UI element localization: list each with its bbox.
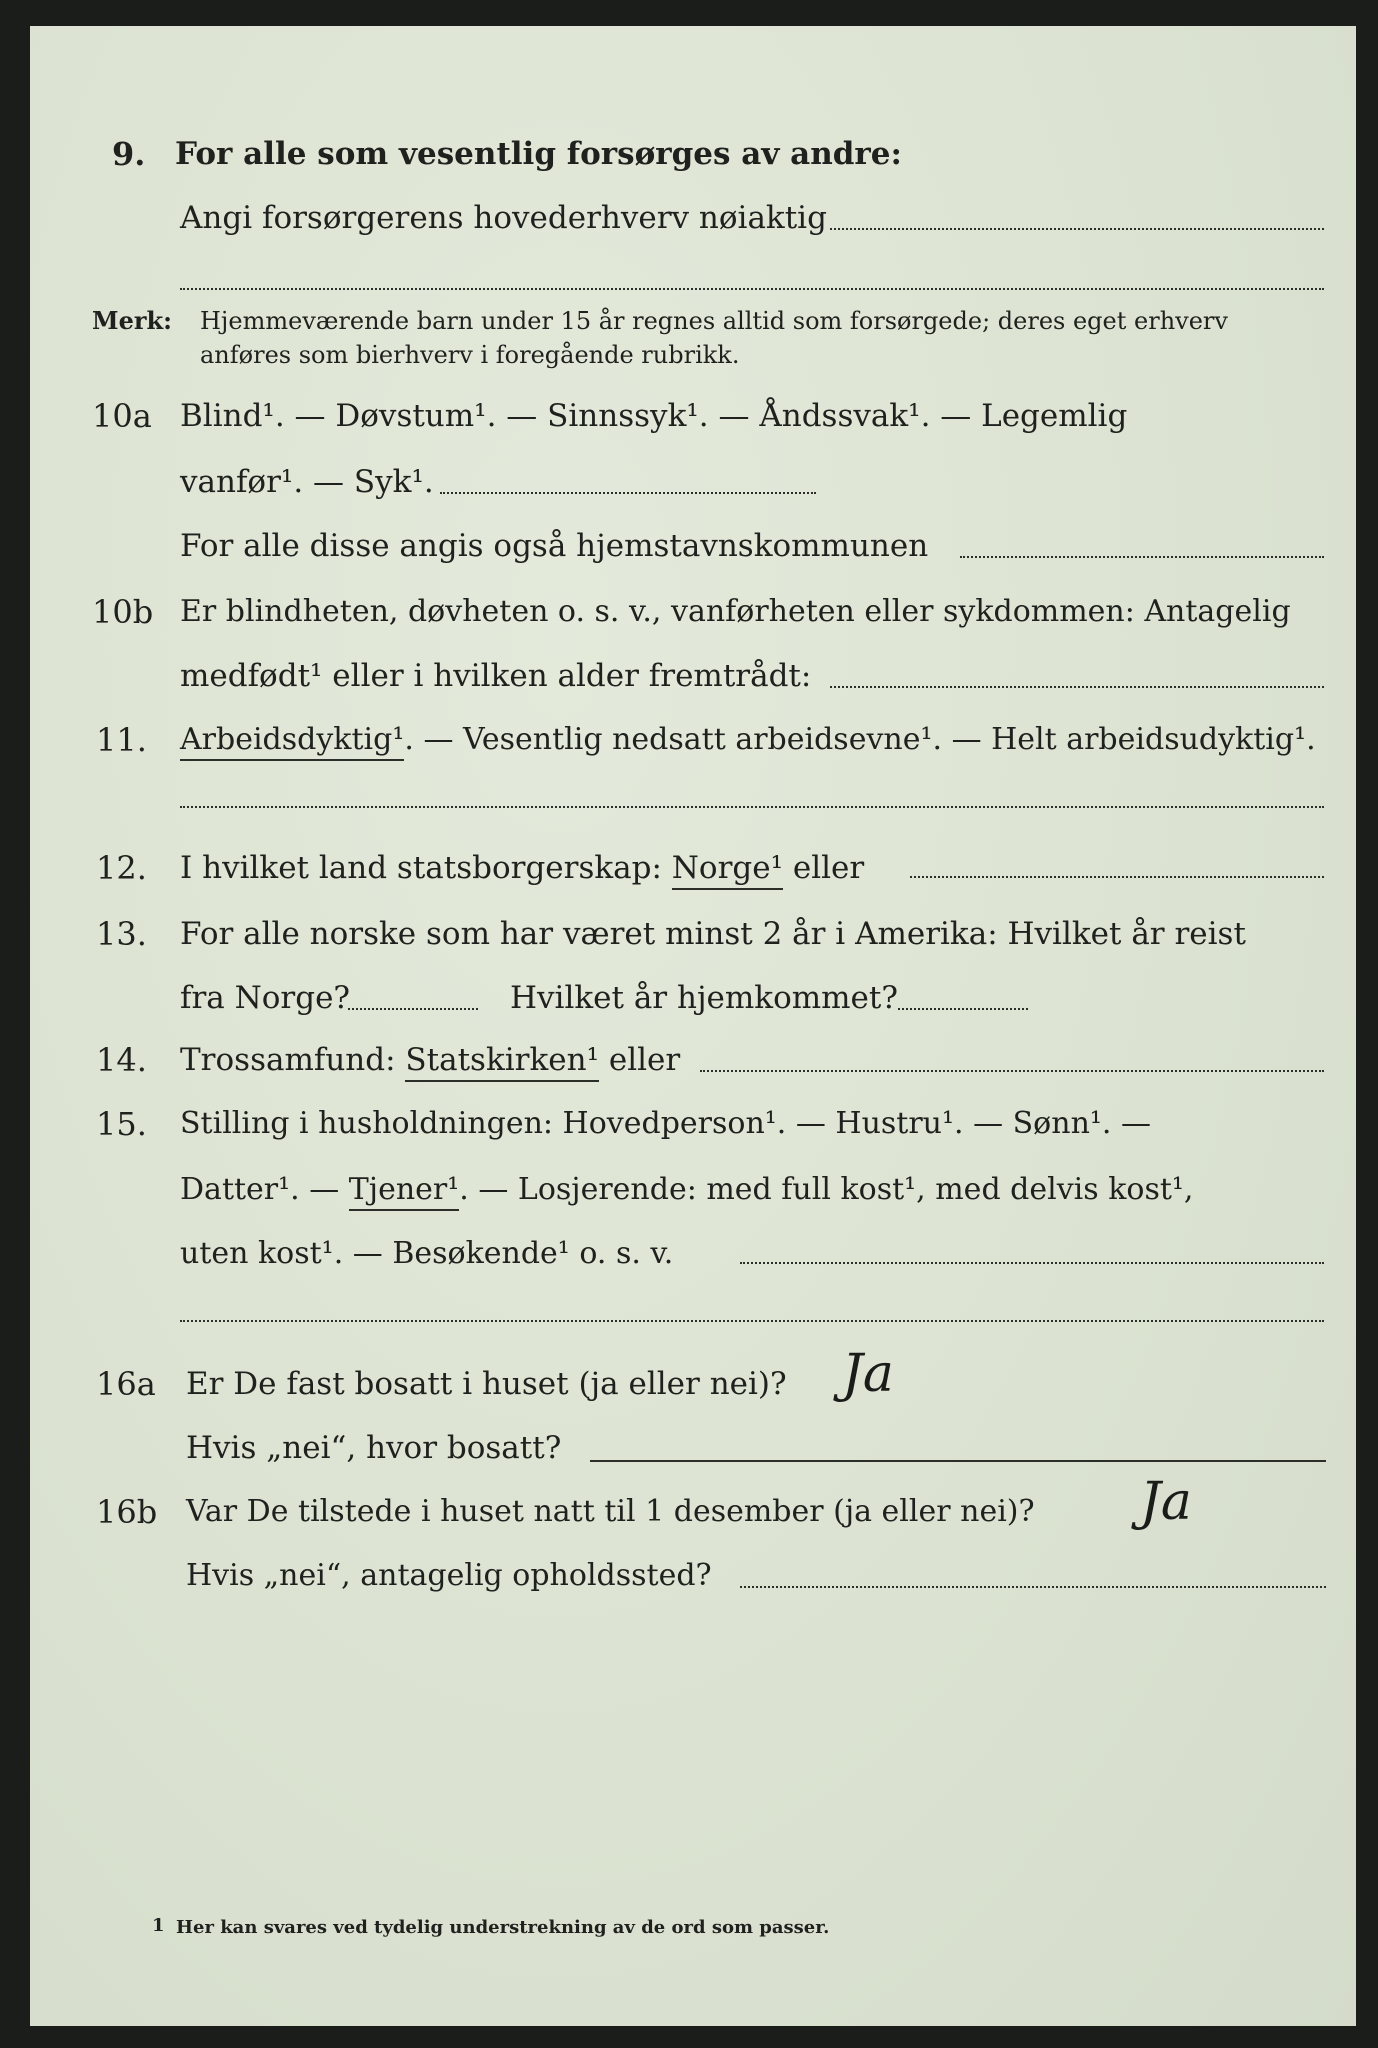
q15-answer-line <box>740 1262 1324 1264</box>
q15-line2 <box>180 1170 1193 1210</box>
q12-pre: I hvilket land statsborgerskap: <box>180 850 672 886</box>
q10a-line1: Blind¹. — Døvstum¹. — Sinnssyk¹. — Åndssvak¹. — Legemlig <box>180 398 1128 434</box>
q15-answer-line-2 <box>180 1320 1324 1322</box>
q16b-answer-line <box>740 1586 1326 1588</box>
q16b-number: 16b <box>96 1493 158 1531</box>
q16a-line1: Er De fast bosatt i huset (ja eller nei)? <box>186 1366 787 1402</box>
q10b-line2: medfødt¹ eller i hvilken alder fremtrådt: <box>180 658 812 694</box>
q12-post: eller <box>783 850 865 886</box>
q14-text <box>180 1040 680 1080</box>
q11-text <box>180 720 1316 760</box>
q13-line1: For alle norske som har været minst 2 år i Amerika: Hvilket år reist <box>180 916 1246 952</box>
q15-line2a: Datter¹. — <box>180 1172 349 1207</box>
q12-answer-line <box>910 876 1324 878</box>
q16a-handwritten-answer: Ja <box>842 1344 894 1404</box>
q16a-line2: Hvis „nei“, hvor bosatt? <box>186 1430 562 1466</box>
q10a-line3: For alle disse angis også hjemstavnskommunen <box>180 528 929 564</box>
q16b-line1: Var De tilstede i huset natt til 1 desember (ja eller nei)? <box>186 1494 1035 1529</box>
q12-option-norge-underlined: Norge¹ <box>672 850 783 890</box>
q11-answer-line <box>180 806 1324 808</box>
q9-number: 9. <box>112 135 146 173</box>
q12-number: 12. <box>96 849 147 887</box>
footnote-text: Her kan svares ved tydelig understrekning av de ord som passer. <box>176 1917 830 1938</box>
q15-line1: Stilling i husholdningen: Hovedperson¹. — Hustru¹. — Sønn¹. — <box>180 1106 1151 1141</box>
q9-line1: For alle som vesentlig forsørges av andre: <box>175 136 902 172</box>
q11-rest: . — Vesentlig nedsatt arbeidsevne¹. — Helt arbeidsudyktig¹. <box>404 722 1316 757</box>
q15-line2b: . — Losjerende: med full kost¹, med delvis kost¹, <box>459 1172 1194 1207</box>
q11-number: 11. <box>96 721 147 759</box>
q10a-hjemstavn-answer-line <box>960 556 1324 558</box>
q13-number: 13. <box>96 915 147 953</box>
q10a-line2: vanfør¹. — Syk¹. <box>180 464 434 500</box>
q12-text <box>180 848 864 888</box>
q16a-number: 16a <box>96 1365 156 1403</box>
q9-answer-line-2 <box>180 288 1324 290</box>
q10b-answer-line <box>830 686 1324 688</box>
q14-number: 14. <box>96 1041 147 1079</box>
q13-line2a: fra Norge? <box>180 980 351 1016</box>
q16a-answer-line <box>590 1460 1326 1462</box>
q10a-syk-answer-line <box>440 492 816 494</box>
footnote-mark: 1 <box>152 1915 165 1936</box>
q9-line2: Angi forsørgerens hovederhverv nøiaktig <box>180 200 827 236</box>
merk-label: Merk: <box>92 306 172 335</box>
q14-answer-line <box>700 1070 1324 1072</box>
q15-option-tjener-underlined: Tjener¹ <box>349 1172 460 1211</box>
q15-line3: uten kost¹. — Besøkende¹ o. s. v. <box>180 1236 674 1271</box>
q13-hjemkommet-answer-line <box>898 1008 1028 1010</box>
q10a-number: 10a <box>92 397 152 435</box>
q10b-number: 10b <box>92 593 154 631</box>
q14-pre: Trossamfund: <box>180 1042 406 1078</box>
q11-option-arbeidsdyktig-underlined: Arbeidsdyktig¹ <box>180 722 404 761</box>
census-form-sheet <box>30 26 1356 2026</box>
q15-number: 15. <box>96 1105 147 1143</box>
q10b-line1: Er blindheten, døvheten o. s. v., vanførheten eller sykdommen: Antagelig <box>180 594 1291 629</box>
q9-answer-line <box>830 228 1324 230</box>
q16b-line2: Hvis „nei“, antagelig opholdssted? <box>186 1558 712 1593</box>
merk-line2: anføres som bierhverv i foregående rubrikk. <box>200 341 740 369</box>
q14-post: eller <box>599 1042 681 1078</box>
q16b-handwritten-answer: Ja <box>1140 1472 1192 1532</box>
q14-option-statskirken-underlined: Statskirken¹ <box>405 1042 599 1082</box>
q13-reist-answer-line <box>348 1008 478 1010</box>
merk-line1: Hjemmeværende barn under 15 år regnes alltid som forsørgede; deres eget erhverv <box>200 307 1228 335</box>
q13-line2b: Hvilket år hjemkommet? <box>510 980 898 1016</box>
